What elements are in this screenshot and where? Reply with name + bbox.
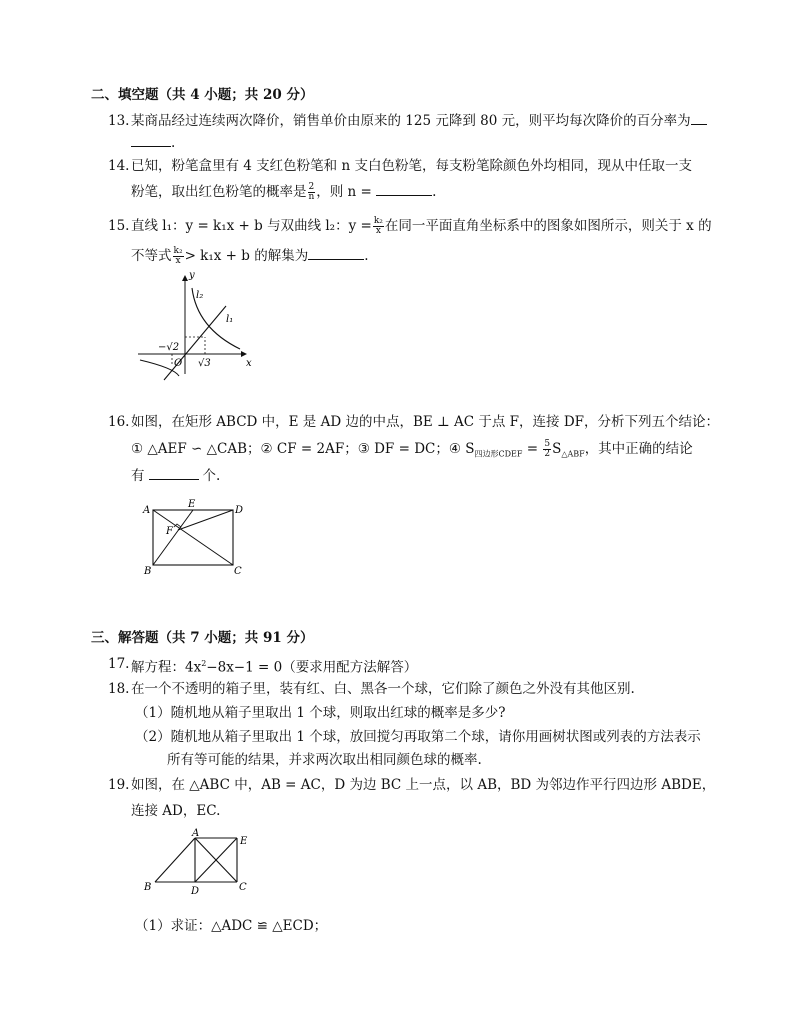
question-14-text-b: ，则 n =	[316, 184, 377, 200]
label-c: C	[239, 882, 247, 893]
question-15-period: .	[364, 248, 369, 264]
y-axis-label: y	[189, 270, 195, 281]
question-19-figure	[140, 828, 255, 898]
label-c: C	[234, 566, 242, 577]
question-15-graph	[130, 270, 260, 378]
question-13-period: .	[171, 135, 176, 151]
fraction-2-over-n	[308, 183, 316, 202]
answer-blank-16	[149, 467, 199, 480]
label-e: E	[240, 836, 248, 847]
question-15-text-d: > k₁x + b 的解集为	[184, 248, 309, 264]
question-14-line2	[131, 183, 436, 202]
pos-sqrt3-tick: √3	[198, 358, 211, 369]
question-18-line1: 在一个不透明的箱子里，装有红、白、黑各一个球，它们除了颜色之外没有其他区别.	[131, 681, 635, 697]
question-15-text-c: 不等式	[131, 248, 172, 264]
question-14-number: 14.	[108, 158, 130, 174]
question-14-text-a: 粉笔，取出红色粉笔的概率是	[131, 184, 307, 200]
question-13-text: 某商品经过连续两次降价，销售单价由原来的 125 元降到 80 元，则平均每次降价的百分率为	[131, 113, 691, 129]
answer-blank-13a	[691, 112, 707, 125]
label-d: D	[235, 505, 244, 516]
question-15-text-a: 直线 l₁：y = k₁x + b 与双曲线 l₂：y =	[131, 218, 372, 234]
l1-label: l₁	[226, 314, 234, 325]
section-2-heading: 二、填空题（共 4 小题；共 20 分）	[91, 87, 314, 103]
question-15-line2	[131, 247, 369, 266]
label-e: E	[188, 499, 196, 510]
question-19-number: 19.	[108, 777, 130, 793]
fraction-numerator: k₂	[173, 246, 183, 256]
question-16-text-e: 有	[131, 468, 145, 484]
question-19-sub1: （1）求证：△ADC ≌ △ECD；	[135, 918, 328, 934]
question-16-line2	[131, 440, 693, 464]
question-19-line1: 如图，在 △ABC 中，AB = AC，D 为边 BC 上一点，以 AB，BD 为邻边作平行四边形 ABDE，	[131, 777, 716, 793]
label-b: B	[144, 566, 152, 577]
x-axis-label: x	[246, 358, 252, 369]
segment-ab	[155, 838, 195, 882]
question-13-line1	[131, 112, 707, 130]
question-16-line3	[131, 467, 220, 485]
answer-blank-14	[376, 183, 432, 196]
label-d: D	[191, 886, 200, 897]
fraction-k2-over-x	[373, 217, 384, 236]
question-15-number: 15.	[108, 218, 130, 234]
question-16-number: 16.	[108, 414, 130, 430]
question-18-number: 18.	[108, 681, 130, 697]
subscript-quadrilateral: 四边形CDEF	[474, 449, 523, 459]
question-17-text	[131, 655, 417, 677]
fraction-denominator: n	[308, 192, 315, 202]
question-18-sub2-line2: 所有等可能的结果，并求两次取出相同颜色球的概率.	[167, 752, 482, 768]
label-a: A	[192, 828, 200, 839]
label-b: B	[144, 882, 152, 893]
fraction-5-over-2	[543, 440, 551, 459]
question-19-line2: 连接 AD，EC.	[131, 803, 221, 819]
question-15-text-b: 在同一平面直角坐标系中的图象如图所示，则关于 x 的	[384, 218, 712, 234]
question-16-text-d: ，其中正确的结论	[584, 441, 693, 457]
answer-blank-15	[308, 247, 364, 260]
question-16-line1: 如图，在矩形 ABCD 中，E 是 AD 边的中点，BE ⊥ AC 于点 F，连接 DF，分析下列五个结论：	[131, 414, 720, 430]
label-f: F	[166, 526, 173, 537]
segment-be	[153, 510, 193, 565]
fraction-denominator: x	[375, 226, 381, 236]
section-3-heading: 三、解答题（共 7 小题；共 91 分）	[91, 630, 314, 646]
origin-label: O	[174, 358, 183, 369]
fraction-denominator: 2	[544, 449, 551, 459]
question-17-text-b: −8x−1 = 0（要求用配方法解答）	[206, 659, 418, 676]
fraction-numerator: 2	[308, 182, 315, 192]
fraction-numerator: 5	[544, 439, 551, 449]
question-17-number: 17.	[108, 656, 130, 672]
question-16-text-f: 个.	[202, 468, 221, 484]
question-18-sub2-line1: （2）随机地从箱子里取出 1 个球，放回搅匀再取第二个球，请你用画树状图或列表的方法表示	[135, 729, 701, 745]
question-16-area-s: S	[552, 441, 562, 457]
question-16-eq: =	[522, 441, 543, 457]
label-a: A	[143, 505, 151, 516]
exponent-2: 2	[201, 659, 207, 668]
question-14-line1: 已知，粉笔盒里有 4 支红色粉笔和 n 支白色粉笔，每支粉笔除颜色外均相同，现从中任取一支	[131, 158, 692, 174]
subscript-triangle: △ABF	[561, 449, 585, 459]
question-13-number: 13.	[108, 113, 130, 129]
fraction-numerator: k₂	[373, 216, 383, 226]
question-16-text-a: ① △AEF ∽ △CAB；② CF = 2AF；③ DF = DC；④ S	[131, 441, 475, 457]
question-18-sub1: （1）随机地从箱子里取出 1 个球，则取出红球的概率是多少?	[135, 705, 506, 721]
question-14-period: .	[432, 184, 437, 200]
fraction-denominator: x	[175, 256, 181, 266]
neg-sqrt2-tick: −√2	[158, 342, 180, 353]
answer-blank-13b	[131, 134, 171, 147]
question-16-figure	[140, 498, 250, 578]
question-17-text-a: 解方程：4x	[131, 659, 202, 676]
question-15-line1	[131, 217, 712, 236]
l2-label: l₂	[196, 290, 204, 301]
question-13-line2	[131, 134, 175, 152]
diagonal-ac	[153, 510, 233, 565]
fraction-k2-over-x-2	[173, 247, 184, 266]
